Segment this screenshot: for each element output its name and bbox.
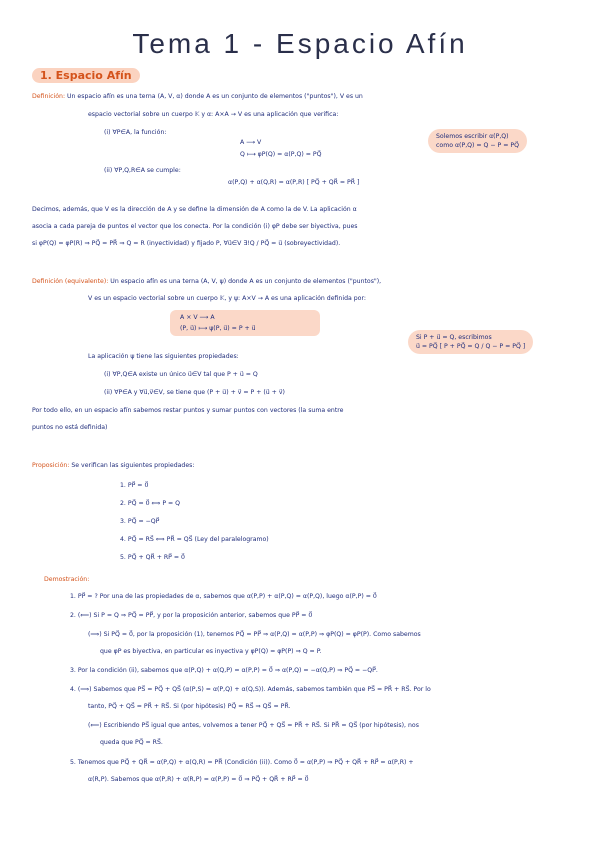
definition-label: Definición: (32, 93, 66, 100)
demo-line: queda que PQ⃗ = RS⃗. (100, 739, 163, 746)
definition-2-line-1 (32, 277, 381, 286)
proposition-item: 5. PQ⃗ + QR⃗ + RP⃗ = 0⃗ (120, 554, 185, 561)
paragraph-line: puntos no está definida) (32, 424, 108, 431)
demo-line: que φP es biyectiva, en particular es inyectiva y φP(Q) = φP(P) ⇒ Q = P. (100, 648, 322, 655)
condition-ii-formula: α(P,Q) + α(Q,R) = α(P,R) [ PQ⃗ + QR⃗ = PR⃗ ] (228, 179, 360, 186)
definition-1-line-1 (32, 92, 363, 101)
proposition-item: 3. PQ⃗ = −QP⃗ (120, 518, 160, 525)
proposition-item: 2. PQ⃗ = 0⃗ ⟺ P = Q (120, 500, 181, 507)
demo-line: 3. Por la condición (ii), sabemos que α(P,Q) + α(Q,P) = α(P,P) = 0⃗ ⇒ α(P,Q) = −α(Q,P) ⇒ PQ⃗ = −QP⃗. (70, 667, 378, 674)
paragraph-line: asocia a cada pareja de puntos el vector que los conecta. Por la condición (i) φP debe ser biyectiva, pues (32, 223, 358, 230)
condition-i-map: A ⟶ V (240, 139, 262, 146)
paragraph-line: Decimos, además, que V es la dirección de A y se define la dimensión de A como la de V. La aplicación α (32, 206, 357, 213)
map-line: (P, u⃗) ⟼ ψ(P, u⃗) = P + u⃗ (180, 325, 256, 332)
condition-i-formula: Q ⟼ φP(Q) = α(P,Q) = PQ⃗ (240, 151, 322, 158)
property-i: (i) ∀P,Q∈A existe un único u⃗∈V tal que P + u⃗ = Q (104, 371, 258, 378)
definition-text: Un espacio afín es una terna (A, V, ψ) donde A es un conjunto de elementos ("puntos"), (110, 278, 382, 285)
demo-line: 1. PP⃗ = ? Por una de las propiedades de α, sabemos que α(P,P) + α(P,Q) = α(P,Q), luego α(P,P) = 0⃗ (70, 593, 377, 600)
proposition-label: Proposición: (32, 462, 70, 469)
section-heading: 1. Espacio Afín (32, 68, 140, 83)
demo-line: tanto, PQ⃗ + QS⃗ = PR⃗ + RS⃗. Si (por hipótesis) PQ⃗ = RS⃗ ⇒ QS⃗ = PR⃗. (88, 703, 291, 710)
property-ii: (ii) ∀P∈A y ∀u⃗,v⃗∈V, se tiene que (P + u⃗) + v⃗ = P + (u⃗ + v⃗) (104, 389, 285, 396)
proposition-item: 1. PP⃗ = 0⃗ (120, 482, 149, 489)
definition-text: Un espacio afín es una terna (A, V, α) donde A es un conjunto de elementos ("puntos"), V es un (67, 93, 363, 100)
note-line: Solemos escribir α(P,Q) (436, 133, 509, 140)
note-line: u⃗ = PQ⃗ [ P + PQ⃗ = Q / Q − P = PQ⃗ ] (416, 343, 526, 350)
demonstration-label: Demostración: (44, 576, 90, 583)
map-line: A × V ⟶ A (180, 314, 215, 321)
page-title: Tema 1 - Espacio Afín (132, 28, 468, 59)
definition-1-line-2: espacio vectorial sobre un cuerpo 𝕂 y α: A×A → V es una aplicación que verifica: (88, 111, 339, 118)
definition-label: Definición (equivalente): (32, 278, 109, 285)
note-box-notation (428, 129, 527, 153)
condition-ii: (ii) ∀P,Q,R∈A se cumple: (104, 167, 181, 174)
proposition-line (32, 461, 194, 470)
demo-line: (⟹) Si PQ⃗ = 0⃗, por la proposición (1), tenemos PQ⃗ = PP⃗ ⇒ α(P,Q) = α(P,P) ⇒ φP(Q) = φP(P). Como sabemos (88, 631, 421, 638)
demo-line: (⟸) Escribiendo PS⃗ igual que antes, volvemos a tener PQ⃗ + QS⃗ = PR⃗ + RS⃗. Si PR⃗ = QS⃗ (por hipótesis), nos (88, 722, 419, 729)
demo-line: 2. (⟸) Si P = Q ⇒ PQ⃗ = PP⃗, y por la proposición anterior, sabemos que PP⃗ = 0⃗ (70, 612, 313, 619)
demo-line: 5. Tenemos que PQ⃗ + QR⃗ = α(P,Q) + α(Q,R) = PR⃗ (Condición (ii)). Como 0⃗ = α(P,P) ⇒ PQ⃗ + QR⃗ + RP⃗ = α(P,R) + (70, 759, 414, 766)
proposition-item: 4. PQ⃗ = RS⃗ ⟺ PR⃗ = QS⃗ (Ley del paralelogramo) (120, 536, 269, 543)
properties-intro: La aplicación ψ tiene las siguientes propiedades: (88, 353, 239, 360)
note-line: como α(P,Q) = Q − P = PQ⃗ (436, 142, 519, 149)
demo-line: 4. (⟹) Sabemos que PS⃗ = PQ⃗ + QS⃗ (α(P,S) = α(P,Q) + α(Q,S)). Además, sabemos también que PS⃗ = PR⃗ + RS⃗. Por lo (70, 686, 431, 693)
demo-line: α(R,P). Sabemos que α(P,R) + α(R,P) = α(P,P) = 0⃗ ⇒ PQ⃗ + QR⃗ + RP⃗ = 0⃗ (88, 776, 309, 783)
condition-i: (i) ∀P∈A, la función: (104, 129, 167, 136)
note-line: Si P + u⃗ = Q, escribimos (416, 334, 492, 341)
paragraph-line: si φP(Q) = φP(R) ⇒ PQ⃗ = PR⃗ ⇒ Q = R (inyectividad) y fijado P, ∀u⃗∈V ∃!Q / PQ⃗ = u⃗ (sobreyectividad). (32, 240, 341, 247)
definition-2-line-2: V es un espacio vectorial sobre un cuerpo 𝕂, y ψ: A×V → A es una aplicación definida por: (88, 295, 366, 302)
paragraph-line: Por todo ello, en un espacio afín sabemos restar puntos y sumar puntos con vectores (la suma entre (32, 407, 344, 414)
note-box-equivalence (408, 330, 533, 354)
proposition-intro: Se verifican las siguientes propiedades: (71, 462, 195, 469)
